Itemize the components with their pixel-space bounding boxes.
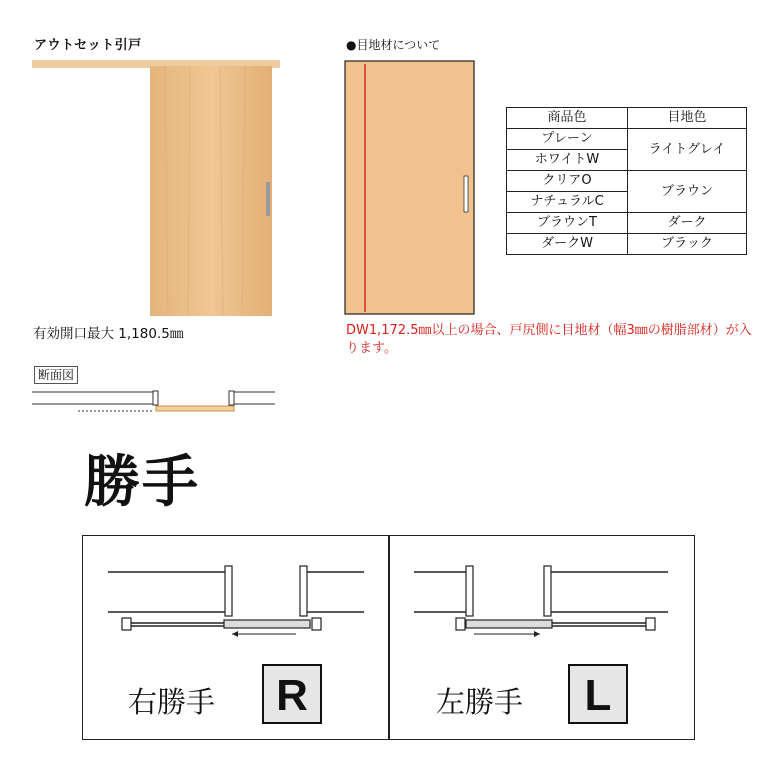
table-cell-product: ダークW: [507, 234, 628, 255]
table-cell-product: クリアO: [507, 171, 628, 192]
table-cell-joint: ブラウン: [628, 171, 747, 213]
joint-door-handle: [464, 176, 468, 212]
left-hand-letter: L: [568, 664, 628, 724]
table-cell-product: ブラウンT: [507, 213, 628, 234]
left-hand-diagram: [406, 560, 686, 640]
opening-width: 有効開口最大 1,180.5㎜: [33, 326, 184, 342]
joint-door-illustration: [344, 60, 476, 316]
table-header-product: 商品色: [507, 108, 628, 129]
door-panel: [150, 66, 272, 316]
joint-note: DW1,172.5㎜以上の場合、戸尻側に目地材（幅3㎜の樹脂部材）が入ります。: [346, 323, 752, 356]
table-cell-product: ナチュラルC: [507, 192, 628, 213]
table-header-joint: 目地色: [628, 108, 747, 129]
joint-title: ●目地材について: [346, 38, 441, 52]
table-cell-joint: ダーク: [628, 213, 747, 234]
table-cell-product: ホワイトW: [507, 150, 628, 171]
section-diagram: [30, 388, 280, 418]
table-cell-joint: ブラック: [628, 234, 747, 255]
color-table: [506, 107, 747, 255]
right-hand-label: 右勝手: [128, 685, 216, 719]
sliding-door-illustration: [30, 52, 285, 322]
table-cell-joint: ライトグレイ: [628, 129, 747, 171]
right-hand-letter: R: [262, 664, 322, 724]
door-title: アウトセット引戸: [34, 38, 142, 53]
left-hand-label: 左勝手: [436, 685, 524, 719]
right-hand-diagram: [100, 560, 380, 640]
handedness-title: 勝手: [84, 450, 200, 515]
section-label: 断面図: [34, 366, 78, 384]
table-cell-product: プレーン: [507, 129, 628, 150]
door-handle: [266, 182, 270, 216]
